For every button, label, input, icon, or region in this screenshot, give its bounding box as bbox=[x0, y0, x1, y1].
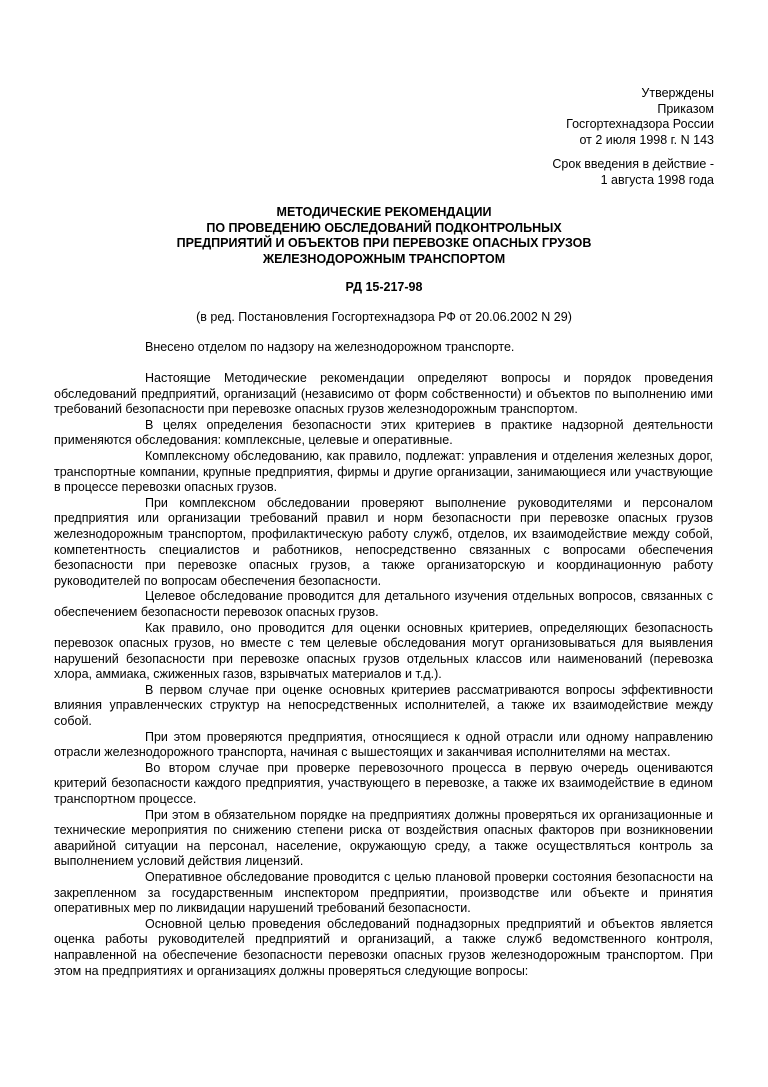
body-paragraph: В первом случае при оценке основных критериев рассматриваются вопросы эффективности влияния управленческих структур на непосредственных исполнителей, а также их взаимодействие между собой. bbox=[54, 682, 713, 729]
body-paragraph: Целевое обследование проводится для детального изучения отдельных вопросов, связанных с обеспечением безопасности перевозок опасных грузов. bbox=[54, 589, 713, 619]
body-paragraph: Как правило, оно проводится для оценки основных критериев, определяющих безопасность перевозок опасных грузов, но вместе с тем целевые обследования могут организовываться для выявления нарушений безопасности при перевозке опасных грузов отдельных классов или наименований (перевозка хлора, аммиака, сжиженных газов, взрывчатых материалов и т.д.). bbox=[54, 620, 713, 682]
body-paragraph: При этом в обязательном порядке на предприятиях должны проверяться их организационные и технические мероприятия по снижению степени риска от воздействия опасных факторов при возникновении аварийной ситуации на персонал, население, окружающую среду, а также осуществляться контроль за выполнением условий действия лицензий. bbox=[54, 807, 713, 869]
document-body bbox=[54, 357, 713, 979]
approval-line: Утверждены bbox=[641, 86, 714, 100]
title-line: МЕТОДИЧЕСКИЕ РЕКОМЕНДАЦИИ bbox=[276, 205, 492, 219]
body-paragraph: Комплексному обследованию, как правило, подлежат: управления и отделения железных дорог, транспортные компании, крупные предприятия, фирмы и другие организации, занимающиеся или участвующие в процессе перевозки опасных грузов. bbox=[54, 448, 713, 495]
approval-line: Приказом bbox=[657, 101, 714, 116]
submitted-by-note: Внесено отделом по надзору на железнодорожном транспорте. bbox=[145, 340, 515, 354]
approval-gap bbox=[552, 148, 714, 157]
body-paragraph: Настоящие Методические рекомендации определяют вопросы и порядок проведения обследований предприятий, организаций (независимо от форм собственности) и объектов по выполнению ими требований безопасности при перевозке опасных грузов железнодорожным транспортом. bbox=[54, 371, 713, 417]
title-line: ПРЕДПРИЯТИЙ И ОБЪЕКТОВ ПРИ ПЕРЕВОЗКЕ ОПАСНЫХ ГРУЗОВ bbox=[176, 236, 592, 251]
approval-stamp bbox=[552, 86, 714, 189]
revision-note: (в ред. Постановления Госгортехнадзора РФ от 20.06.2002 N 29) bbox=[196, 310, 572, 324]
approval-line: Госгортехнадзора России bbox=[566, 117, 714, 132]
approval-line: от 2 июля 1998 г. N 143 bbox=[579, 132, 714, 147]
body-paragraph: В целях определения безопасности этих критериев в практике надзорной деятельности применяются обследования: комплексные, целевые и оперативные. bbox=[54, 417, 713, 448]
body-paragraph: Основной целью проведения обследований поднадзорных предприятий и объектов является оценка работы руководителей предприятий и организаций, а также служб ведомственного контроля, направленной на обеспечение безопасности перевозки опасных грузов железнодорожным транспортом. При этом на предприятиях и организациях должны проверяться следующие вопросы: bbox=[54, 916, 713, 978]
body-paragraph: Оперативное обследование проводится с целью плановой проверки состояния безопасности на закрепленном за государственным инспектором предприятии, производстве или объекте и принятия оперативных мер по ликвидации нарушений требований безопасности. bbox=[54, 870, 713, 916]
document-number: РД 15-217-98 bbox=[345, 280, 423, 294]
effective-date-line: Срок введения в действие - bbox=[552, 157, 714, 172]
body-paragraph: При комплексном обследовании проверяют выполнение руководителями и персоналом предприятия или организации требований правил и норм безопасности при перевозке опасных грузов железнодорожным транспортом, профилактическую работу служб, отделов, их взаимодействие между собой, компетентность специалистов и работников, непосредственно связанных с вопросами обеспечения безопасности при перевозке опасных грузов, а также организаторскую и координационную работу руководителей по вопросам обеспечения безопасности. bbox=[54, 495, 713, 588]
document-title bbox=[0, 205, 768, 268]
title-line: ПО ПРОВЕДЕНИЮ ОБСЛЕДОВАНИЙ ПОДКОНТРОЛЬНЫХ bbox=[206, 220, 562, 235]
effective-date-line: 1 августа 1998 года bbox=[600, 172, 714, 187]
body-paragraph: При этом проверяются предприятия, относящиеся к одной отрасли или одному направлению отрасли железнодорожного транспорта, начиная с вышестоящих и заканчивая исполнителями на местах. bbox=[54, 729, 713, 760]
title-line: ЖЕЛЕЗНОДОРОЖНЫМ ТРАНСПОРТОМ bbox=[262, 252, 506, 267]
body-paragraph: Во втором случае при проверке перевозочного процесса в первую очередь оцениваются критерий безопасности каждого предприятия, участвующего в перевозке, а также их взаимодействие в едином транспортном процессе. bbox=[54, 760, 713, 807]
